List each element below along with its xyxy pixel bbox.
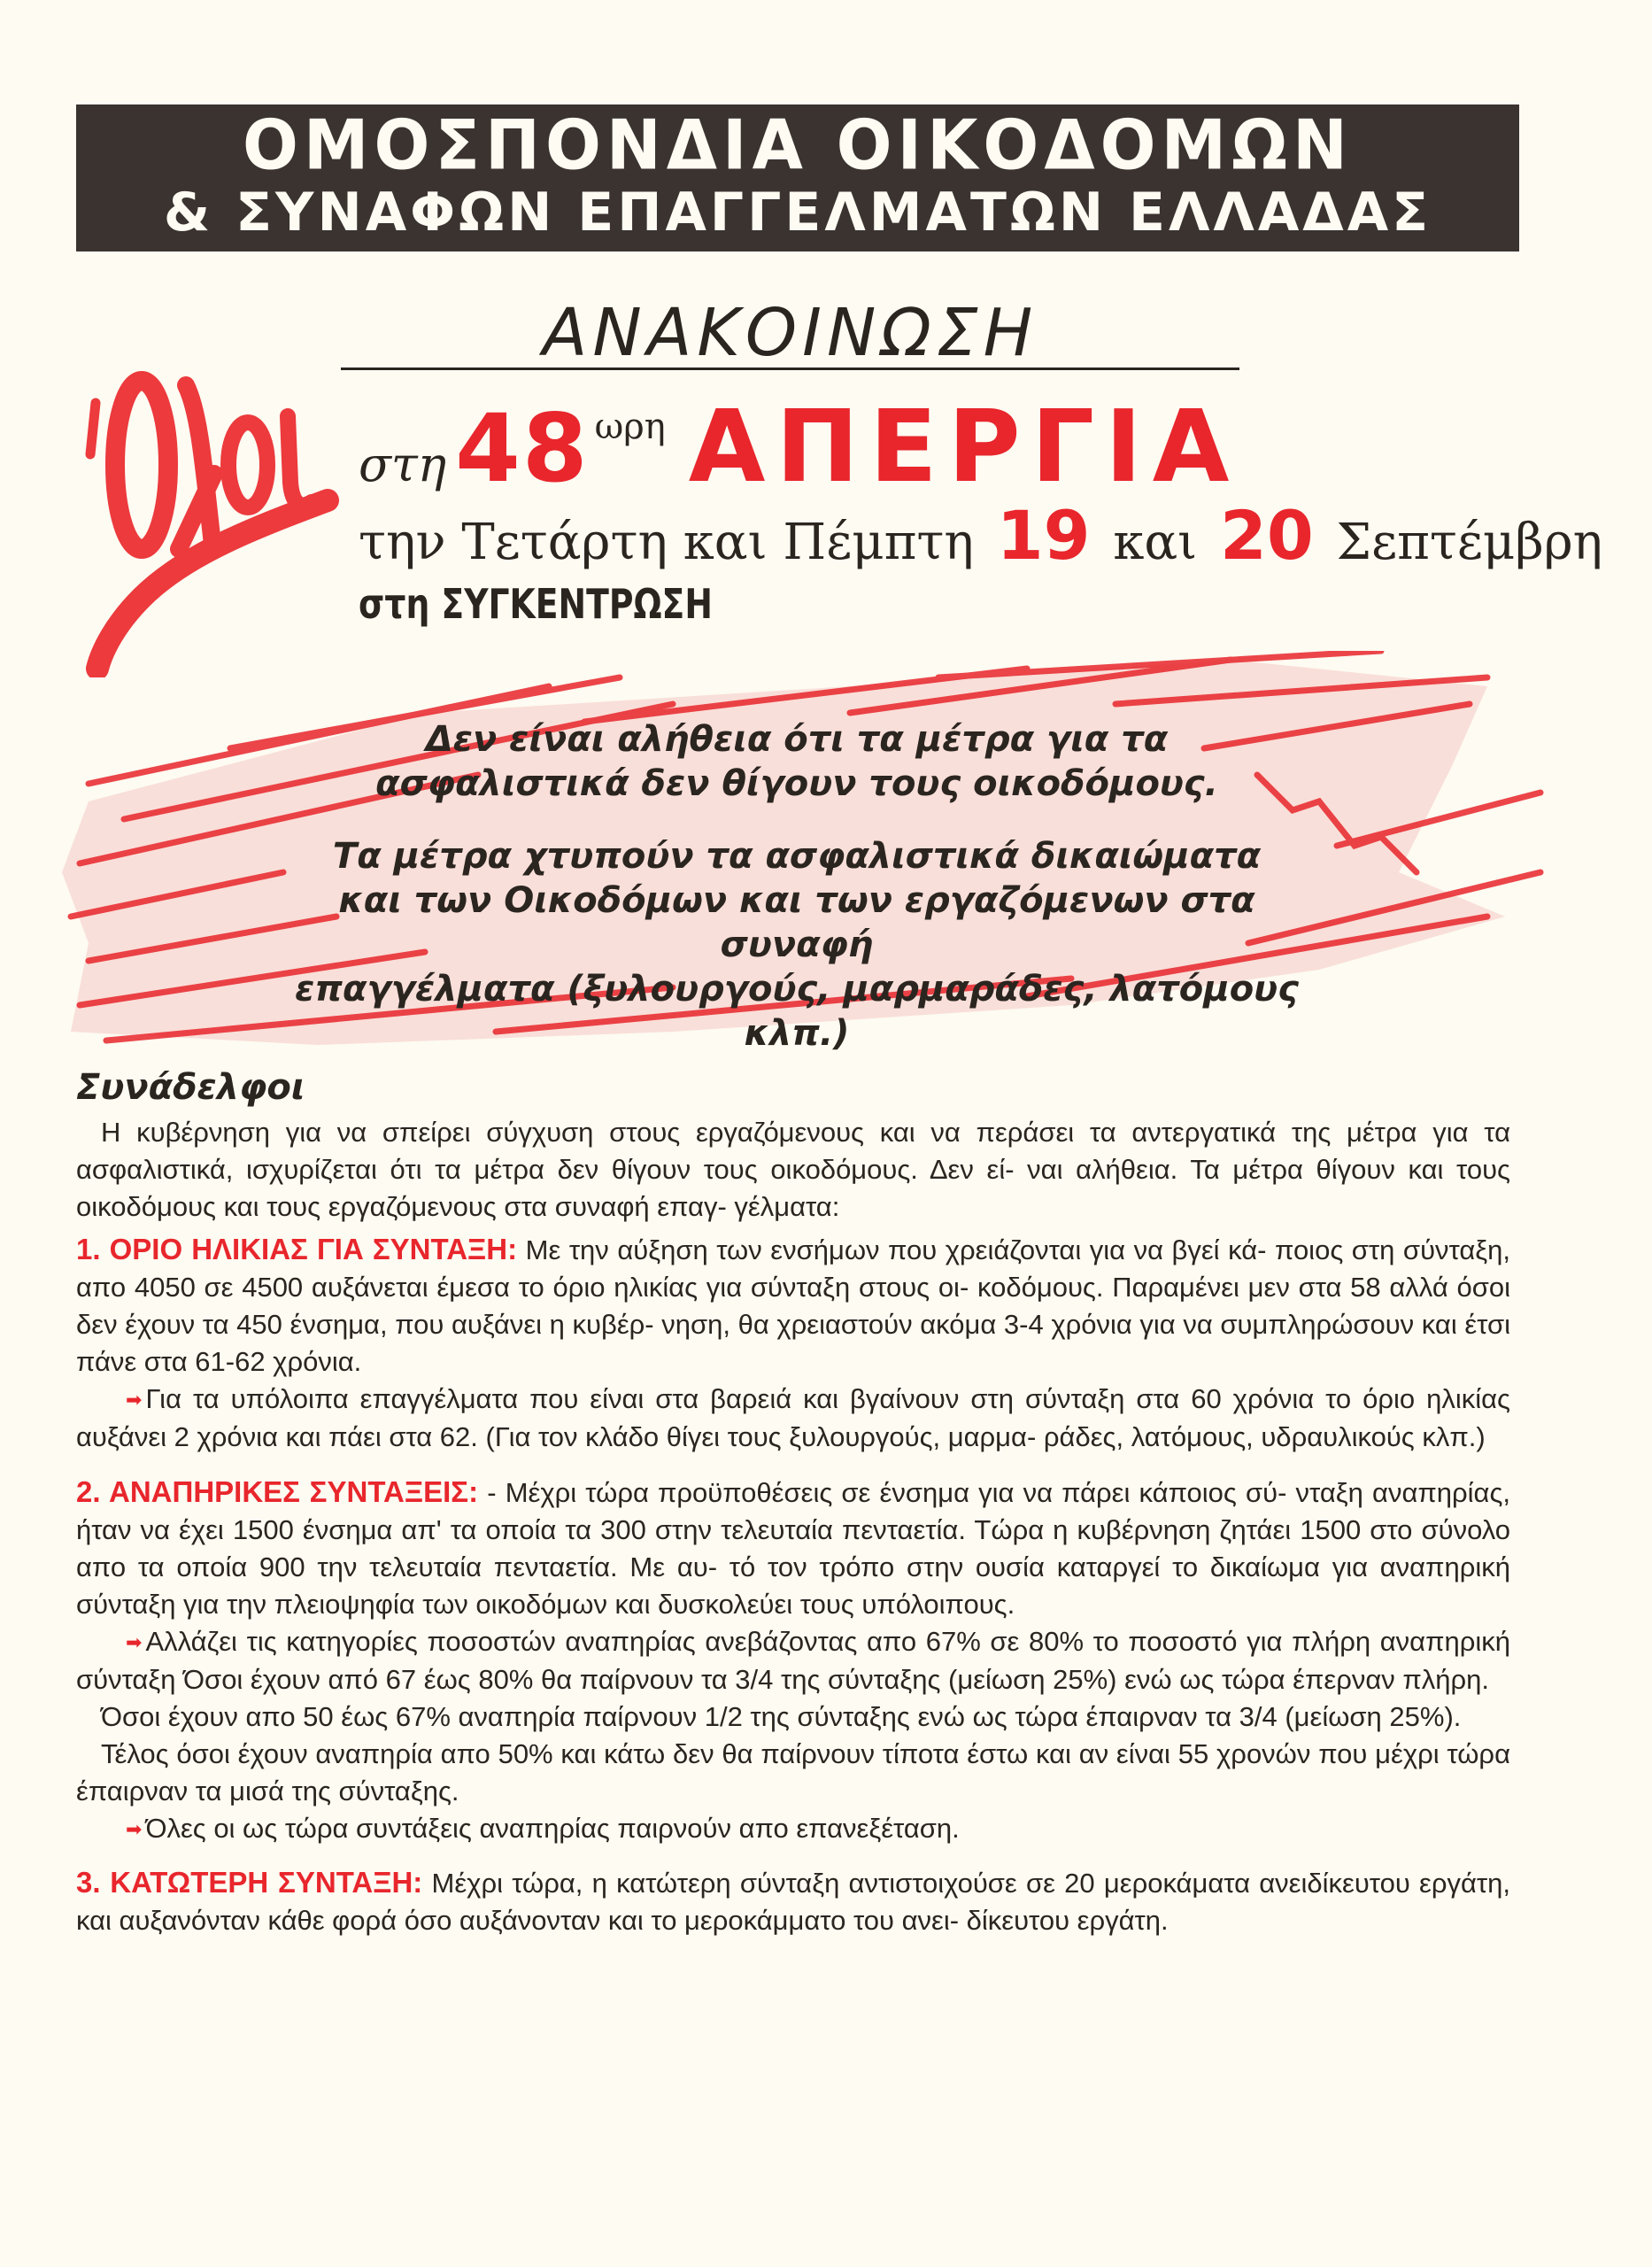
arrow-right-icon: ➡: [126, 1818, 143, 1840]
section-2-paragraph-2: Όσοι έχουν απο 50 έως 67% αναπηρία παίρνουν 1/2 της σύνταξης ενώ ως τώρα έπαιρναν τα 3/4 (μείωση 25%).: [101, 1701, 1462, 1732]
section-1-paragraph: [76, 1231, 1510, 1381]
section-3-heading: 3. ΚΑΤΩΤΕΡΗ ΣΥΝΤΑΞΗ:: [76, 1866, 423, 1899]
section-2-paragraph: [76, 1474, 1510, 1623]
callout-paragraph-1: [266, 717, 1328, 806]
section-1-bullet-text: Για τα υπόλοιπα επαγγέλματα που είναι στα βαρειά και βγαίνουν στη σύνταξη στα 60 χρόνια το όριο ηλικίας αυξάνει 2 χρόνια και πάει στα 62. (Για τον κλάδο θίγει τους ξυλουργούς, μαρμα- ράδες, λατόμους, υδραυλικούς κλπ.): [76, 1383, 1510, 1452]
strike-word: ΑΠΕΡΓΙΑ: [688, 390, 1240, 505]
callout-line: Δεν είναι αλήθεια ότι τα μέτρα για τα: [425, 719, 1169, 760]
section-1-bullet: [76, 1381, 1510, 1456]
section-3-text: Μέχρι τώρα, η κατώτερη σύνταξη αντιστοιχούσε σε 20 μεροκάματα ανειδίκευτου εργάτη, και αυξανόνταν κάθε φορά όσο αυξάνονταν και το μεροκάμματο του ανει- δίκευτου εργάτη.: [76, 1868, 1510, 1936]
section-2-bullet-1: [76, 1623, 1510, 1698]
announcement-title: ΑΝΑΚΟΙΝΩΣΗ: [341, 301, 1239, 370]
oloi-logo: [80, 350, 345, 677]
section-minimum-pension: [76, 1864, 1510, 1939]
callout-line: ασφαλιστικά δεν θίγουν τους οικοδόμους.: [375, 763, 1218, 804]
rally-text: στη ΣΥΓΚΕΝΤΡΩΣΗ: [359, 580, 713, 628]
logo-accent-mark: [90, 403, 96, 454]
callout-line: και των Οικοδόμων και των εργαζόμενων στα συναφή: [338, 880, 1255, 965]
section-disability-pensions: [76, 1474, 1510, 1848]
strike-hours-suffix: ωρη: [594, 406, 666, 447]
callout-box: [266, 717, 1328, 1056]
section-2-bullet-2: [76, 1810, 1510, 1848]
section-1-text: Με την αύξηση των ενσήμων που χρειάζονται για να βγεί κά- ποιος στη σύνταξη, απο 4050 σε 4500 αυξάνεται έμεσα το όριο ηλικίας για σύνταξη στους οι- κοδόμους. Παραμένει μεν στα 58 αλλά όσοι δεν έχουν τα 450 ένσημα, που αυξάνει η κυβέρ- νηση, θα χρειαστούν ακόμα 3-4 χρόνια για να συμπληρώσουν και έτσι πάνε στα 61-62 χρόνια.: [76, 1234, 1510, 1377]
dates-conjunction: και: [1113, 514, 1198, 571]
section-2-text: - Μέχρι τώρα προϋποθέσεις σε ένσημα για να πάρει κάποιος σύ- νταξη αναπηρίας, ήταν να έχει 1500 ένσημα απ' τα οποία τα 300 στην τελευταία πενταετία. Τώρα η κυβέρνηση ζητάει 1500 στο σύνολο απο τα οποία 900 την τελευταία πενταετία. Με αυ- τό τον τρόπο στην ουσία καταργεί το δικαίωμα για αναπηρική σύνταξη για την πλειοψηφία των οικοδόμων και δυσκολεύει τους υπόλοιπους.: [76, 1477, 1511, 1620]
callout-line: Τα μέτρα χτυπούν τα ασφαλιστικά δικαιώματα: [332, 836, 1262, 877]
date-day2: 20: [1219, 496, 1314, 575]
strike-dates: [359, 496, 1603, 575]
arrow-right-icon: ➡: [126, 1631, 143, 1653]
callout-paragraph-2: [266, 834, 1328, 1056]
federation-name-line2: & ΣΥΝΑΦΩΝ ΕΠΑΓΓΕΛΜΑΤΩΝ ΕΛΛΑΔΑΣ: [163, 182, 1432, 244]
logo-letter-lambda: [179, 385, 214, 549]
strike-hours: 48: [455, 394, 590, 503]
section-2-bullet-2-text: Όλες οι ως τώρα συντάξεις αναπηρίας παιρνούν απο επανεξέταση.: [145, 1813, 960, 1844]
section-2-heading: 2. ΑΝΑΠΗΡΙΚΕΣ ΣΥΝΤΑΞΕΙΣ:: [76, 1475, 479, 1508]
callout-line: επαγγέλματα (ξυλουργούς, μαρμαράδες, λατόμους κλπ.): [295, 969, 1299, 1054]
section-1-heading: 1. ΟΡΙΟ ΗΛΙΚΙΑΣ ΓΙΑ ΣΥΝΤΑΞΗ:: [76, 1233, 518, 1265]
intro-paragraph: Η κυβέρνηση για να σπείρει σύγχυση στους εργαζόμενους και να περάσει τα αντεργατικά της μέτρα για τα ασφαλιστικά, ισχυρίζεται ότι τα μέτρα δεν θίγουν τους οικοδόμους. Δεν εί- ναι αλήθεια. Τα μέτρα θίγουν και τους οικοδόμους και τους εργαζόμενους στα συναφή επαγ- γέλματα:: [76, 1117, 1510, 1222]
section-2-paragraph-3: Τέλος όσοι έχουν αναπηρία απο 50% και κάτω δεν θα παίρνουν τίποτα έστω και αν είναι 55 χρονών που μέχρι τώρα έπαιρναν τα μισά της σύνταξης.: [76, 1738, 1510, 1807]
logo-letter-o2: [228, 422, 267, 507]
logo-letter-iota: [288, 416, 312, 506]
strike-headline: [359, 390, 1527, 505]
section-age-limit: [76, 1231, 1510, 1456]
federation-name-line1: ΟΜΟΣΠΟΝΔΙΑ ΟΙΚΟΔΟΜΩΝ: [243, 104, 1353, 186]
announcement-body: [76, 1063, 1510, 1939]
section-2-bullet-1-text: Αλλάζει τις κατηγορίες ποσοστών αναπηρίας ανεβάζοντας απο 67% σε 80% το ποσοστό για πλήρη αναπηρική σύνταξη Όσοι έχουν από 67 έως 80% θα παίρνουν τα 3/4 της σύνταξης (μείωση 25%) ενώ ως τώρα έπερναν πλήρη.: [76, 1626, 1510, 1695]
section-3-paragraph: [76, 1864, 1510, 1939]
federation-header: [76, 104, 1519, 251]
dates-month: Σεπτέμβρη: [1336, 514, 1603, 571]
arrow-right-icon: ➡: [126, 1389, 143, 1411]
date-day1: 19: [996, 496, 1091, 575]
greeting: Συνάδελφοι: [76, 1067, 305, 1108]
dates-days-text: την Τετάρτη και Πέμπτη: [359, 514, 974, 571]
headline-prefix: στη: [359, 437, 447, 492]
logo-letter-o: [115, 381, 168, 549]
